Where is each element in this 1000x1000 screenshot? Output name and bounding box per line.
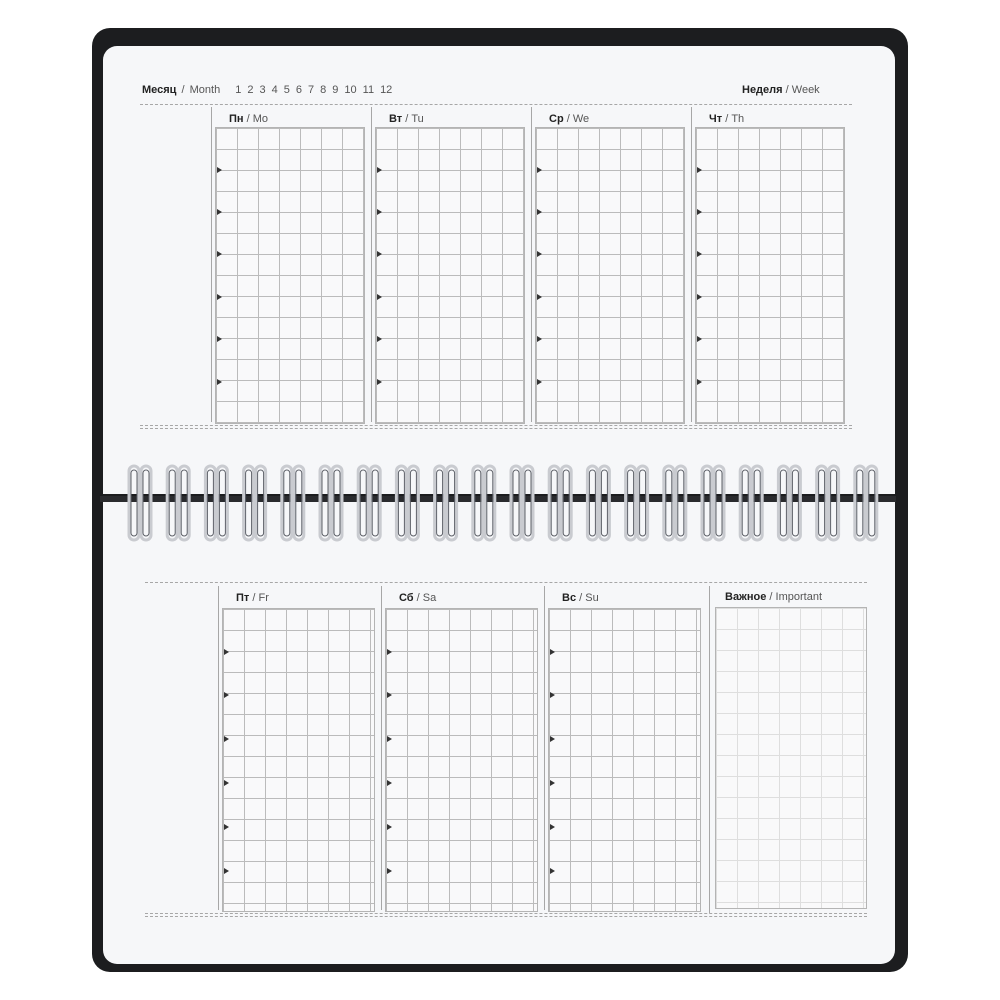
day-header-th: Чт / Th <box>709 113 745 125</box>
spiral-ring <box>167 466 189 540</box>
hour-marker-arrow <box>224 780 229 786</box>
hour-marker-arrow <box>387 868 392 874</box>
week-label: Неделя / Week <box>742 84 820 96</box>
month-number[interactable]: 7 <box>308 84 315 96</box>
month-label-en: Month <box>189 84 221 96</box>
hour-marker-arrow <box>224 824 229 830</box>
spiral-ring <box>778 466 800 540</box>
spiral-ring <box>855 466 877 540</box>
important-header: Важное / Important <box>725 591 822 603</box>
day-header-we: Ср / We <box>549 113 590 125</box>
week-label-en: Week <box>791 84 820 96</box>
important-grid[interactable] <box>715 607 867 909</box>
day-header-sa: Сб / Sa <box>399 592 437 604</box>
day-label-en: Sa <box>422 592 437 604</box>
spiral-ring <box>626 466 648 540</box>
day-label-ru: Пт <box>236 592 250 604</box>
day-header-su: Вс / Su <box>562 592 599 604</box>
bottom-rule <box>145 913 867 914</box>
hour-marker-arrow <box>224 736 229 742</box>
month-label-ru: Месяц <box>142 84 177 96</box>
hour-marker-arrow <box>224 692 229 698</box>
hour-marker-arrow <box>387 649 392 655</box>
hour-marker-arrow <box>550 736 555 742</box>
day-header-mo: Пн / Mo <box>229 113 269 125</box>
day-label-ru: Пн <box>229 113 244 125</box>
day-label-ru: Ср <box>549 113 564 125</box>
hour-marker-arrow <box>387 692 392 698</box>
day-label-ru: Чт <box>709 113 723 125</box>
day-header-fr: Пт / Fr <box>236 592 269 604</box>
month-number[interactable]: 12 <box>380 84 393 96</box>
day-label-ru: Вс <box>562 592 577 604</box>
day-label-en: Su <box>585 592 599 604</box>
spiral-ring <box>396 466 418 540</box>
hour-marker-arrow <box>550 780 555 786</box>
hour-marker-arrow <box>550 692 555 698</box>
column-divider <box>218 586 219 910</box>
day-grid-fr[interactable] <box>222 608 375 912</box>
important-label-en: Important <box>775 591 822 603</box>
hour-marker-arrow <box>550 868 555 874</box>
spiral-ring <box>664 466 686 540</box>
month-number[interactable]: 3 <box>259 84 266 96</box>
day-label-en: Th <box>731 113 745 125</box>
spiral-ring <box>282 466 304 540</box>
month-number[interactable]: 9 <box>332 84 339 96</box>
spiral-ring <box>129 466 151 540</box>
important-divider <box>709 586 710 913</box>
spiral-ring <box>702 466 724 540</box>
month-number[interactable]: 10 <box>344 84 357 96</box>
day-grid-su[interactable] <box>548 608 701 912</box>
column-divider <box>381 586 382 910</box>
spiral-ring <box>587 466 609 540</box>
hour-marker-arrow <box>550 649 555 655</box>
hour-marker-arrow <box>387 736 392 742</box>
spiral-ring <box>740 466 762 540</box>
hour-marker-arrow <box>224 649 229 655</box>
hour-marker-arrow <box>387 824 392 830</box>
day-header-tu: Вт / Tu <box>389 113 424 125</box>
day-grid-sa[interactable] <box>385 608 538 912</box>
month-number[interactable]: 4 <box>271 84 278 96</box>
month-number[interactable]: 1 <box>235 84 242 96</box>
spiral-ring <box>435 466 457 540</box>
day-label-en: Mo <box>252 113 269 125</box>
day-label-en: Tu <box>411 113 424 125</box>
important-label-ru: Важное <box>725 591 767 603</box>
day-label-ru: Вт <box>389 113 403 125</box>
month-selector: Месяц / Month 1 2 3 4 5 6 7 8 9 10 11 12 <box>142 84 393 96</box>
spiral-ring <box>244 466 266 540</box>
spiral-ring <box>320 466 342 540</box>
spiral-ring <box>358 466 380 540</box>
month-number[interactable]: 2 <box>247 84 254 96</box>
hour-marker-arrow <box>387 780 392 786</box>
hour-marker-arrow <box>224 868 229 874</box>
month-number[interactable]: 8 <box>320 84 327 96</box>
spiral-ring <box>205 466 227 540</box>
day-label-ru: Сб <box>399 592 414 604</box>
week-label-ru: Неделя <box>742 84 783 96</box>
month-number[interactable]: 6 <box>295 84 303 96</box>
day-label-en: We <box>572 113 590 125</box>
spiral-ring <box>549 466 571 540</box>
spiral-ring <box>473 466 495 540</box>
month-number[interactable]: 11 <box>362 84 375 96</box>
bottom-rule-2 <box>145 916 867 917</box>
bottom-top-rule <box>145 582 867 583</box>
month-number[interactable]: 5 <box>283 84 290 96</box>
spiral-ring <box>817 466 839 540</box>
spiral-ring <box>511 466 533 540</box>
column-divider <box>544 586 545 910</box>
day-label-en: Fr <box>258 592 269 604</box>
hour-marker-arrow <box>550 824 555 830</box>
